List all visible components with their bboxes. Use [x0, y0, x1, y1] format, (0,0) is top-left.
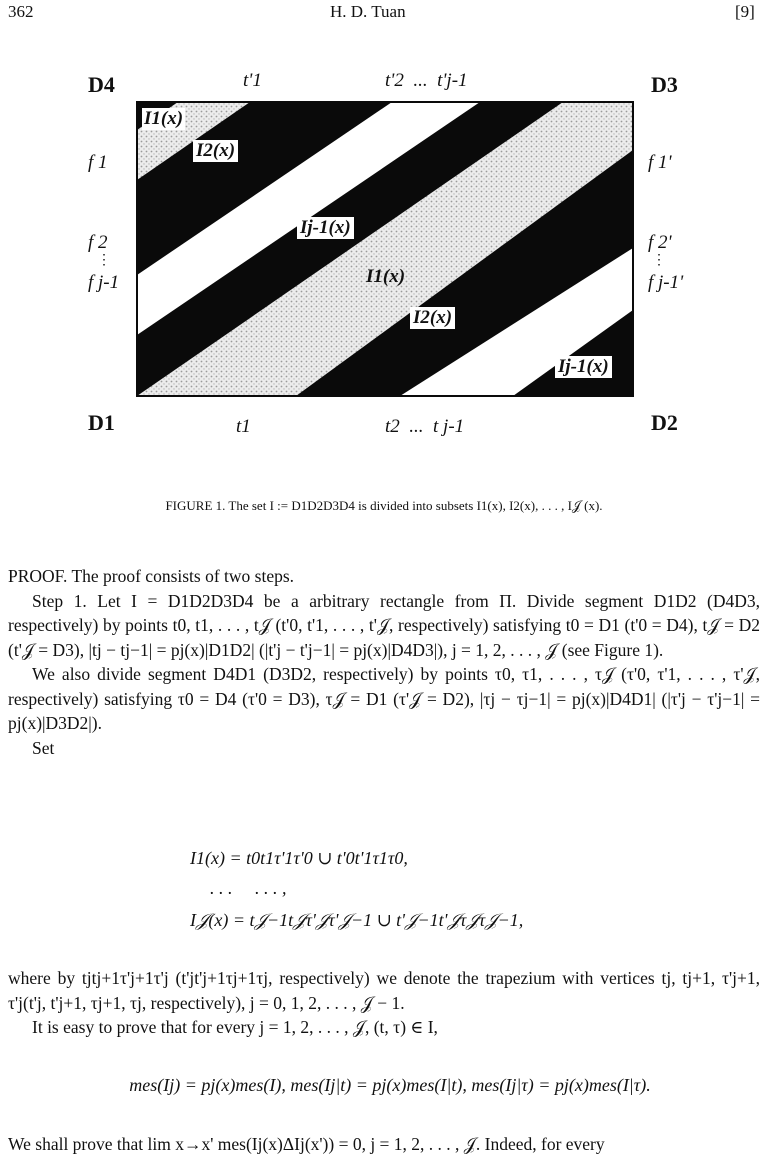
region-label-i1-top: I1(x) — [144, 108, 184, 129]
bottom-label-1: t1 — [236, 416, 251, 437]
set-label: Set — [32, 737, 55, 758]
easy-paragraph: It is easy to prove that for every j = 1, 2, . . . , 𝒥, (t, τ) ∈ I, — [32, 1017, 438, 1037]
region-label-ij1-top: Ij-1(x) — [297, 217, 354, 239]
last-line — [8, 1132, 760, 1157]
figure-1 — [0, 60, 768, 500]
equation-i1: I1(x) = t0t1τ'1τ'0 ∪ t'0t'1τ1τ0, — [190, 848, 408, 868]
equation-ij: I𝒥(x) = t𝒥−1t𝒥τ'𝒥τ'𝒥−1 ∪ t'𝒥−1t'𝒥τ𝒥τ𝒥−1, — [190, 910, 524, 930]
left-label-1: f 1 — [88, 152, 108, 173]
reference-number: [9] — [735, 2, 755, 21]
corner-d4: D4 — [88, 72, 115, 97]
left-label-2: f 2 — [88, 232, 108, 253]
bottom-label-2: t2 ... t j-1 — [385, 416, 465, 437]
left-vdots: ⋮ — [97, 253, 111, 268]
region-label-ij1-lower: Ij-1(x) — [555, 356, 612, 378]
left-label-3: f j-1 — [88, 272, 120, 293]
last-paragraph: We shall prove that lim x→x' mes(Ij(x)ΔIj(x')) = 0, j = 1, 2, . . . , 𝒥. Indeed, for every — [8, 1134, 605, 1154]
step1-continuation: We also divide segment D4D1 (D3D2, respectively) by points τ0, τ1, . . . , τ𝒥 (τ'0, τ'1, . . . , τ'𝒥, respectively) satisfying τ0 = D4 (τ'0 = D3), τ𝒥 = D1 (τ'𝒥 = D2), |τj − τj−1| = pj(x)|D4D1| (|τ'j − τ'j−1| = pj(x)|D3D2|). — [8, 664, 760, 733]
where-block — [8, 966, 760, 1040]
corner-d1: D1 — [88, 410, 115, 435]
equation-mes: mes(Ij) = pj(x)mes(I), mes(Ij|t) = pj(x)mes(I|t), mes(Ij|τ) = pj(x)mes(I|τ). — [129, 1075, 651, 1095]
right-label-3: f j-1' — [648, 272, 684, 293]
figure-caption: FIGURE 1. The set I := D1D2D3D4 is divided into subsets I1(x), I2(x), . . . , I𝒥 (x). — [165, 498, 603, 513]
right-vdots: ⋮ — [652, 253, 666, 268]
top-label-2: t'2 ... t'j-1 — [385, 70, 468, 91]
right-label-2: f 2' — [648, 232, 672, 253]
where-paragraph: where by tjtj+1τ'j+1τ'j (t'jt'j+1τj+1τj, respectively) we denote the trapezium with vertices tj, tj+1, τ'j+1, τ'j(t'j, t'j+1, τj+1, τj, respectively), j = 0, 1, 2, . . . , 𝒥 − 1. — [8, 968, 760, 1013]
step1-paragraph: Step 1. Let I = D1D2D3D4 be a arbitrary rectangle from Π. Divide segment D1D2 (D4D3, respectively) by points t0, t1, . . . , t𝒥 (t'0, t'1, . . . , t'𝒥, respectively) satisfying t0 = D1 (t'0 = D4), t𝒥 = D2 (t'𝒥 = D3), |tj − tj−1| = pj(x)|D1D2| (|t'j − t'j−1| = pj(x)|D4D3|), j = 1, 2, . . . , 𝒥 (see Figure 1). — [8, 590, 760, 660]
proof-body — [8, 564, 760, 760]
region-label-i2-top: I2(x) — [193, 140, 238, 162]
page-number: 362 — [8, 2, 34, 21]
right-label-1: f 1' — [648, 152, 672, 173]
equation-ellipsis: . . . . . . , — [210, 878, 287, 898]
running-author: H. D. Tuan — [330, 2, 406, 21]
region-label-i1-middle: I1(x) — [366, 266, 406, 287]
region-label-i2-lower: I2(x) — [410, 307, 455, 329]
corner-d3: D3 — [651, 72, 678, 97]
top-label-1: t'1 — [243, 70, 262, 91]
proof-heading: PROOF. The proof consists of two steps. — [8, 566, 295, 586]
corner-d2: D2 — [651, 410, 678, 435]
